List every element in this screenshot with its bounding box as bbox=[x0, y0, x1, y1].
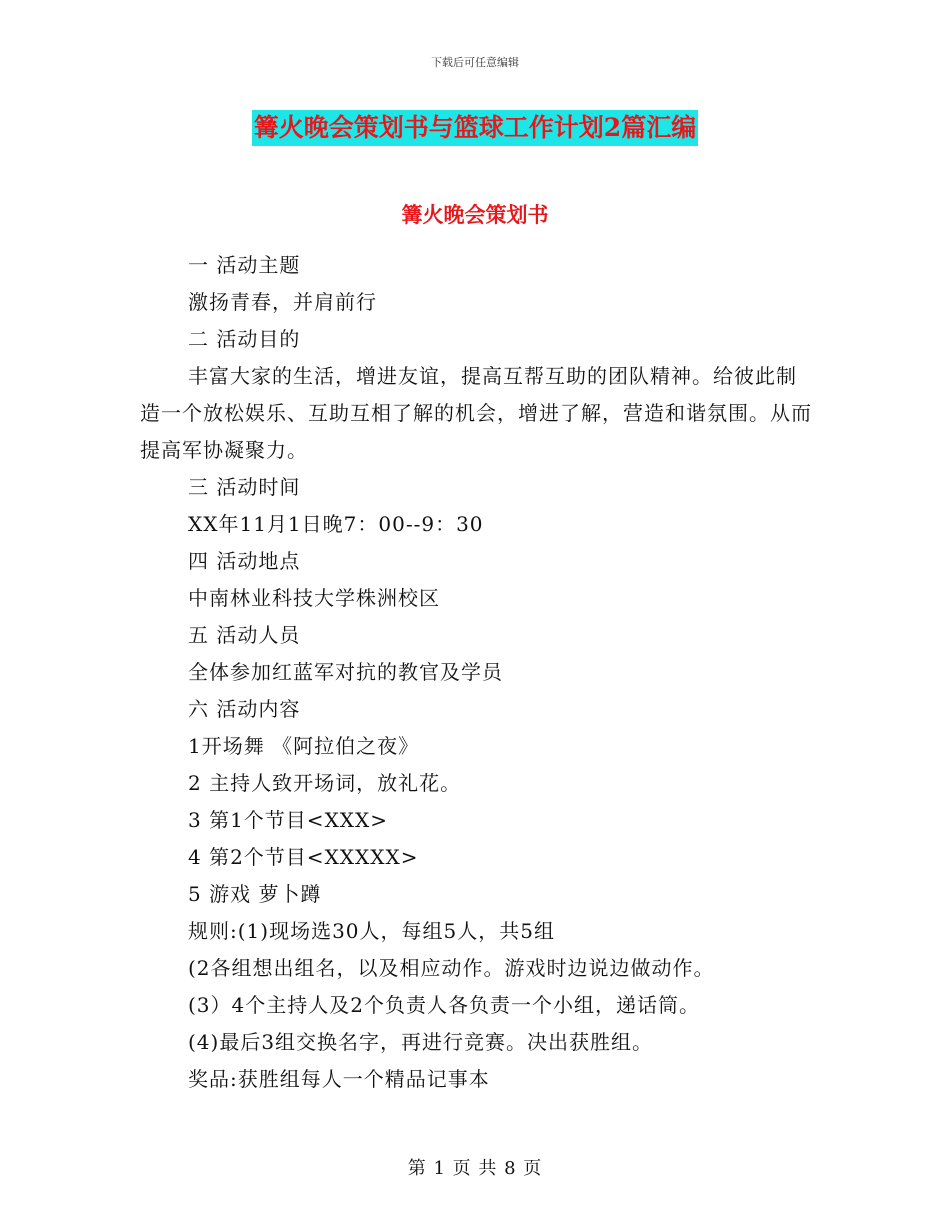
paragraph: 激扬青春，并肩前行 bbox=[188, 290, 377, 314]
list-item: 2 主持人致开场词，放礼花。 bbox=[188, 771, 462, 795]
heading-activity-staff: 五 活动人员 bbox=[188, 623, 301, 647]
paragraph: 丰富大家的生活，增进友谊，提高互帮互助的团队精神。给彼此制造一个放松娱乐、互助互相了解的机会，增进了解，营造和谐氛围。从而提高军协凝聚力。 bbox=[140, 364, 812, 462]
header-note: 下载后可任意编辑 bbox=[431, 56, 519, 69]
document-title-text: 篝火晚会策划书与篮球工作计划2篇汇编 bbox=[252, 110, 698, 146]
heading-activity-theme: 一 活动主题 bbox=[188, 253, 301, 277]
prize-item: 奖品:获胜组每人一个精品记事本 bbox=[188, 1067, 490, 1091]
document-body bbox=[140, 247, 812, 1098]
list-item: 1开场舞 《阿拉伯之夜》 bbox=[188, 734, 420, 758]
heading-activity-content: 六 活动内容 bbox=[188, 697, 301, 721]
list-item: 3 第1个节目<XXX> bbox=[188, 808, 389, 832]
heading-activity-location: 四 活动地点 bbox=[188, 549, 301, 573]
rule-item: 规则:(1)现场选30人，每组5人，共5组 bbox=[188, 919, 555, 943]
page-footer: 第 1 页 共 8 页 bbox=[407, 1158, 543, 1179]
document-title bbox=[0, 110, 950, 146]
rule-item: (2各组想出组名，以及相应动作。游戏时边说边做动作。 bbox=[188, 956, 715, 980]
paragraph: 全体参加红蓝军对抗的教官及学员 bbox=[188, 660, 503, 684]
list-item: 5 游戏 萝卜蹲 bbox=[188, 882, 322, 906]
list-item: 4 第2个节目<XXXXX> bbox=[188, 845, 419, 869]
paragraph: XX年11月1日晚7：00--9：30 bbox=[188, 512, 484, 536]
heading-activity-purpose: 二 活动目的 bbox=[188, 327, 301, 351]
paragraph: 中南林业科技大学株洲校区 bbox=[188, 586, 440, 610]
rule-item: (3）4个主持人及2个负责人各负责一个小组，递话筒。 bbox=[188, 993, 700, 1017]
rule-item: (4)最后3组交换名字，再进行竞赛。决出获胜组。 bbox=[188, 1030, 654, 1054]
section-title: 篝火晚会策划书 bbox=[401, 203, 549, 227]
heading-activity-time: 三 活动时间 bbox=[188, 475, 301, 499]
